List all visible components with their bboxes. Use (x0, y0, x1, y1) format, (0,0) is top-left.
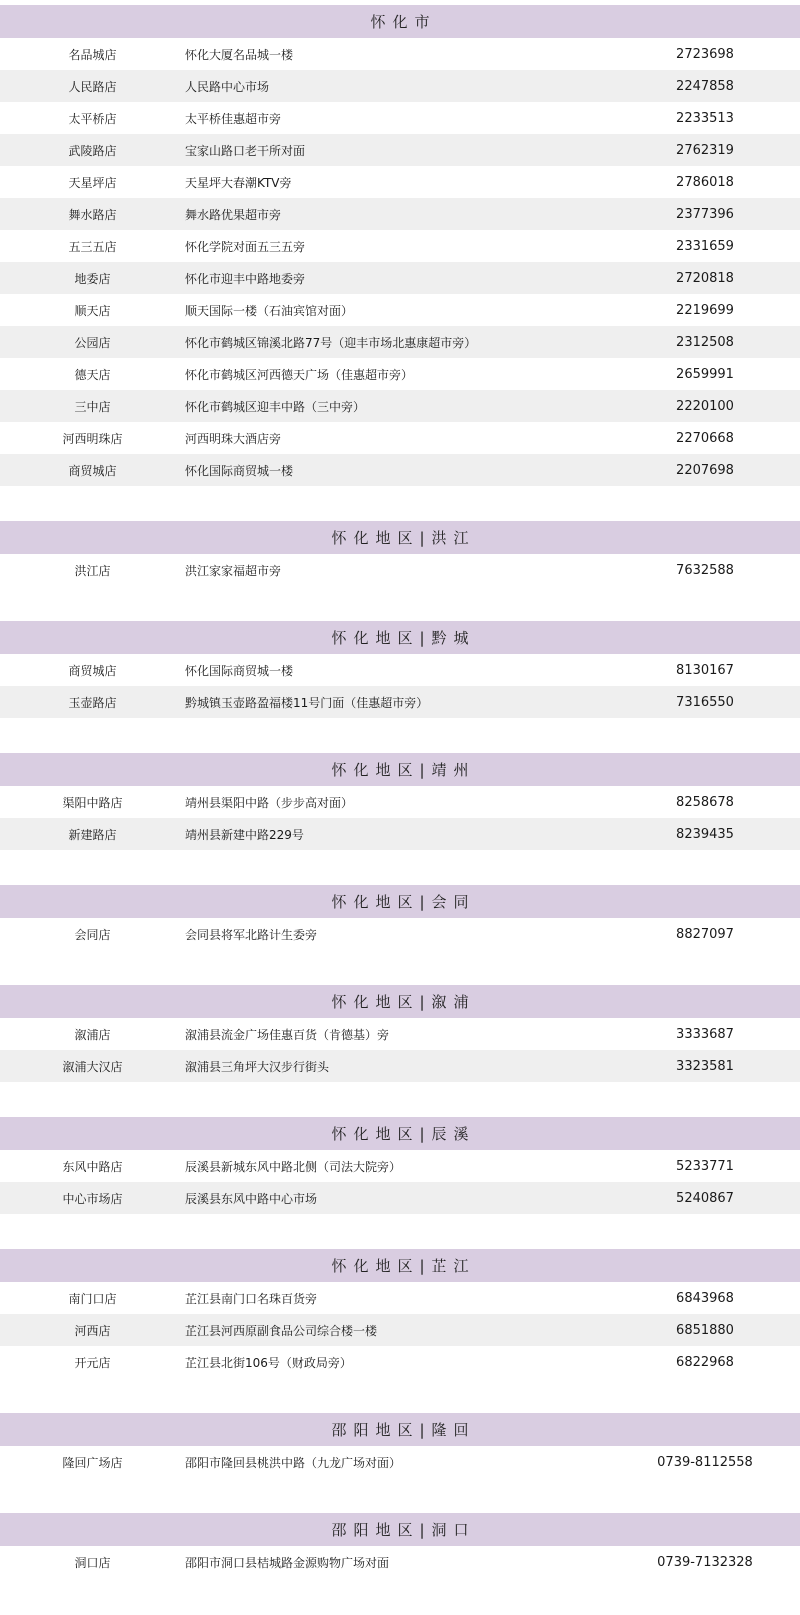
store-name: 名品城店 (68, 47, 117, 62)
store-name: 三中店 (74, 399, 111, 414)
store-phone: 8130167 (676, 662, 734, 678)
store-phone: 2377396 (676, 206, 734, 222)
store-address: 怀化市鹤城区锦溪北路77号（迎丰市场北惠康超市旁） (185, 335, 477, 350)
store-address: 会同县将军北路计生委旁 (185, 927, 318, 942)
store-row (0, 390, 800, 422)
store-name: 南门口店 (68, 1291, 117, 1306)
store-row (0, 818, 800, 850)
region-rows (0, 1446, 800, 1478)
region-header-title: 怀化地区|辰溪 (0, 1117, 800, 1150)
store-name: 河西店 (74, 1323, 111, 1338)
store-row (0, 1446, 800, 1478)
store-name: 渠阳中路店 (62, 795, 123, 810)
region-header-title: 怀化地区|洪江 (0, 521, 800, 554)
region-section (0, 885, 800, 950)
store-row (0, 422, 800, 454)
store-name: 太平桥店 (68, 111, 117, 126)
store-phone: 8239435 (676, 826, 734, 842)
store-phone: 2207698 (676, 462, 734, 478)
store-address: 辰溪县新城东风中路北侧（司法大院旁） (185, 1159, 402, 1174)
store-address: 邵阳市隆回县桃洪中路（九龙广场对面） (185, 1455, 402, 1470)
region-section (0, 985, 800, 1082)
store-address: 太平桥佳惠超市旁 (185, 111, 282, 126)
store-name: 舞水路店 (68, 207, 117, 222)
store-phone: 2331659 (676, 238, 734, 254)
store-phone: 2720818 (676, 270, 734, 286)
store-name: 玉壶路店 (68, 695, 117, 710)
store-phone: 6822968 (676, 1354, 734, 1370)
store-row (0, 1150, 800, 1182)
store-name: 新建路店 (68, 827, 117, 842)
store-name: 洞口店 (74, 1555, 111, 1570)
store-address: 洪江家家福超市旁 (185, 563, 282, 578)
region-header-title: 怀化地区|芷江 (0, 1249, 800, 1282)
store-row (0, 1314, 800, 1346)
store-address: 怀化国际商贸城一楼 (185, 463, 294, 478)
store-name: 开元店 (74, 1355, 111, 1370)
store-address: 辰溪县东风中路中心市场 (185, 1191, 318, 1206)
region-header-title: 怀化地区|会同 (0, 885, 800, 918)
store-phone: 2786018 (676, 174, 734, 190)
store-address: 人民路中心市场 (185, 79, 270, 94)
store-address: 靖州县新建中路229号 (185, 827, 304, 842)
store-phone: 7316550 (676, 694, 734, 710)
store-name: 会同店 (74, 927, 111, 942)
store-name: 德天店 (74, 367, 111, 382)
store-phone: 2219699 (676, 302, 734, 318)
store-row (0, 38, 800, 70)
region-header-title: 邵阳地区|洞口 (0, 1513, 800, 1546)
store-name: 地委店 (74, 271, 111, 286)
store-address: 舞水路优果超市旁 (185, 207, 282, 222)
store-name: 东风中路店 (62, 1159, 123, 1174)
store-row (0, 70, 800, 102)
store-address: 怀化市鹤城区河西德天广场（佳惠超市旁） (185, 367, 414, 382)
store-row (0, 102, 800, 134)
store-phone: 2723698 (676, 46, 734, 62)
region-section (0, 753, 800, 850)
store-address: 邵阳市洞口县桔城路金源购物广场对面 (185, 1555, 390, 1570)
store-address: 芷江县河西原副食品公司综合楼一楼 (185, 1323, 378, 1338)
store-row (0, 1182, 800, 1214)
store-name: 商贸城店 (68, 663, 117, 678)
region-header-title: 邵阳地区|隆回 (0, 1413, 800, 1446)
region-section (0, 521, 800, 586)
store-row (0, 654, 800, 686)
region-rows (0, 554, 800, 586)
store-row (0, 918, 800, 950)
store-address: 宝家山路口老干所对面 (185, 143, 306, 158)
store-row (0, 166, 800, 198)
region-rows (0, 1018, 800, 1082)
store-address: 黔城镇玉壶路盈福楼11号门面（佳惠超市旁） (185, 695, 429, 710)
store-phone: 2270668 (676, 430, 734, 446)
store-row (0, 454, 800, 486)
store-name: 河西明珠店 (62, 431, 123, 446)
store-phone: 2659991 (676, 366, 734, 382)
store-phone: 8258678 (676, 794, 734, 810)
store-row (0, 1346, 800, 1378)
store-name: 溆浦大汉店 (62, 1059, 123, 1074)
store-phone: 2220100 (676, 398, 734, 414)
store-row (0, 1050, 800, 1082)
store-name: 公园店 (74, 335, 111, 350)
store-row (0, 294, 800, 326)
store-address: 天星坪大春潮KTV旁 (185, 175, 292, 190)
store-row (0, 1282, 800, 1314)
store-address: 怀化国际商贸城一楼 (185, 663, 294, 678)
store-row (0, 134, 800, 166)
store-phone: 0739-7132328 (657, 1554, 753, 1570)
store-phone: 2312508 (676, 334, 734, 350)
store-phone: 2233513 (676, 110, 734, 126)
store-address: 靖州县渠阳中路（步步高对面） (185, 795, 354, 810)
store-name: 顺天店 (74, 303, 111, 318)
store-phone: 5240867 (676, 1190, 734, 1206)
region-section (0, 1413, 800, 1478)
region-header-title: 怀化地区|溆浦 (0, 985, 800, 1018)
store-name: 洪江店 (74, 563, 111, 578)
store-phone: 2247858 (676, 78, 734, 94)
store-address: 芷江县北街106号（财政局旁） (185, 1355, 352, 1370)
store-address: 怀化学院对面五三五旁 (185, 239, 306, 254)
store-phone: 5233771 (676, 1158, 734, 1174)
store-row (0, 230, 800, 262)
store-name: 溆浦店 (74, 1027, 111, 1042)
region-section (0, 1117, 800, 1214)
store-address: 顺天国际一楼（石油宾馆对面） (185, 303, 354, 318)
region-rows (0, 654, 800, 718)
store-row (0, 326, 800, 358)
store-address: 怀化市鹤城区迎丰中路（三中旁） (185, 399, 366, 414)
store-phone: 8827097 (676, 926, 734, 942)
store-phone: 3323581 (676, 1058, 734, 1074)
region-section (0, 621, 800, 718)
store-row (0, 358, 800, 390)
store-address: 怀化大厦名品城一楼 (185, 47, 294, 62)
store-address: 怀化市迎丰中路地委旁 (185, 271, 306, 286)
store-name: 武陵路店 (68, 143, 117, 158)
store-phone: 2762319 (676, 142, 734, 158)
region-rows (0, 918, 800, 950)
store-phone: 6843968 (676, 1290, 734, 1306)
store-address: 溆浦县三角坪大汉步行街头 (185, 1059, 330, 1074)
store-phone: 6851880 (676, 1322, 734, 1338)
store-phone: 7632588 (676, 562, 734, 578)
store-address: 河西明珠大酒店旁 (185, 431, 282, 446)
store-row (0, 198, 800, 230)
store-name: 五三五店 (68, 239, 117, 254)
region-rows (0, 1546, 800, 1578)
region-header-title: 怀化地区|黔城 (0, 621, 800, 654)
region-rows (0, 38, 800, 486)
store-row (0, 686, 800, 718)
region-rows (0, 786, 800, 850)
store-address: 芷江县南门口名珠百货旁 (185, 1291, 318, 1306)
store-row (0, 1018, 800, 1050)
store-name: 中心市场店 (62, 1191, 123, 1206)
store-name: 天星坪店 (68, 175, 117, 190)
store-phone: 0739-8112558 (657, 1454, 753, 1470)
store-address: 溆浦县流金广场佳惠百货（肯德基）旁 (185, 1027, 390, 1042)
store-row (0, 1546, 800, 1578)
store-name: 人民路店 (68, 79, 117, 94)
store-phone: 3333687 (676, 1026, 734, 1042)
region-section (0, 1513, 800, 1578)
store-name: 隆回广场店 (62, 1455, 123, 1470)
store-row (0, 554, 800, 586)
region-section (0, 1249, 800, 1378)
store-row (0, 786, 800, 818)
region-header-title: 怀化市 (0, 5, 800, 38)
region-rows (0, 1282, 800, 1378)
region-header-title: 怀化地区|靖州 (0, 753, 800, 786)
store-name: 商贸城店 (68, 463, 117, 478)
region-rows (0, 1150, 800, 1214)
region-section (0, 5, 800, 486)
store-row (0, 262, 800, 294)
